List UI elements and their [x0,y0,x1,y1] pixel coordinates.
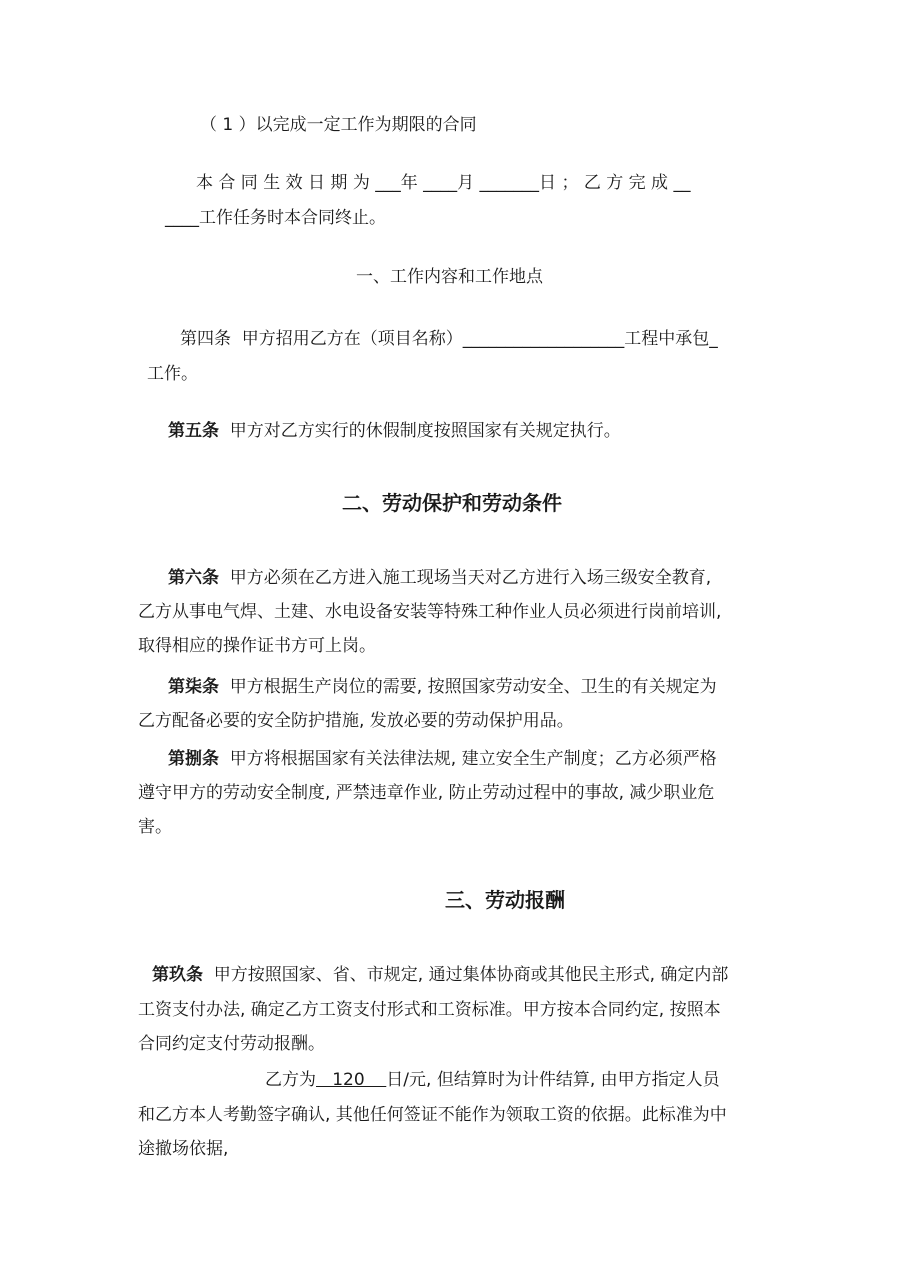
article-7-line-2: 乙方配备必要的安全防护措施, 发放必要的劳动保护用品。 [138,711,574,731]
article-9-text-1: 甲方按照国家、省、市规定, 通过集体协商或其他民主形式, 确定内部 [203,965,729,985]
wage-line-1 [265,1069,720,1091]
article-6-label: 第六条 [168,568,219,588]
article-5-label: 第五条 [168,421,219,441]
effective-date-line-1: 本 合 同 生 效 日 期 为 ___年 ____月 _______日 ； 乙 方 完 成 __ [196,173,691,193]
article-9-line-3: 合同约定支付劳动报酬。 [138,1034,325,1054]
effective-date-line-2: ____工作任务时本合同终止。 [165,208,386,228]
article-8-line-1 [168,748,717,770]
section-3-heading: 三、劳动报酬 [445,888,565,912]
wage-prefix: 乙方为 [265,1070,316,1090]
article-5 [168,420,621,442]
article-8-line-3: 害。 [138,817,172,837]
section-2-heading: 二、劳动保护和劳动条件 [342,491,562,515]
wage-amount: 120 [316,1070,387,1090]
article-9-label: 第玖条 [152,965,203,985]
article-6-text-1: 甲方必须在乙方进入施工现场当天对乙方进行入场三级安全教育, [219,568,712,588]
article-8-text-1: 甲方将根据国家有关法律法规, 建立安全生产制度；乙方必须严格 [219,749,717,769]
article-8-label: 第捌条 [168,749,219,769]
article-6-line-2: 乙方从事电气焊、土建、水电设备安装等特殊工种作业人员必须进行岗前培训, [138,602,722,622]
item-1-fixed-task-contract: （ 1 ）以完成一定工作为期限的合同 [200,115,477,135]
wage-line-2: 和乙方本人考勤签字确认, 其他任何签证不能作为领取工资的依据。此标准为中 [138,1105,727,1125]
article-4-line-2: 工作。 [147,364,198,384]
article-7-label: 第柒条 [168,677,219,697]
article-9-line-1 [152,964,728,986]
section-1-heading: 一、工作内容和工作地点 [356,267,543,287]
article-6-line-1 [168,567,711,589]
article-7-text-1: 甲方根据生产岗位的需要, 按照国家劳动安全、卫生的有关规定为 [219,677,717,697]
wage-suffix: 日/元, 但结算时为计件结算, 由甲方指定人员 [386,1070,720,1090]
article-6-line-3: 取得相应的操作证书方可上岗。 [138,636,376,656]
article-5-text: 甲方对乙方实行的休假制度按照国家有关规定执行。 [219,421,621,441]
article-7-line-1 [168,676,717,698]
article-4-line-1: 第四条 甲方招用乙方在（项目名称）___________________工程中承包_ [180,329,718,349]
wage-line-3: 途撤场依据, [138,1139,229,1159]
article-9-line-2: 工资支付办法, 确定乙方工资支付形式和工资标准。甲方按本合同约定, 按照本 [138,1000,721,1020]
article-8-line-2: 遵守甲方的劳动安全制度, 严禁违章作业, 防止劳动过程中的事故, 减少职业危 [138,783,715,803]
